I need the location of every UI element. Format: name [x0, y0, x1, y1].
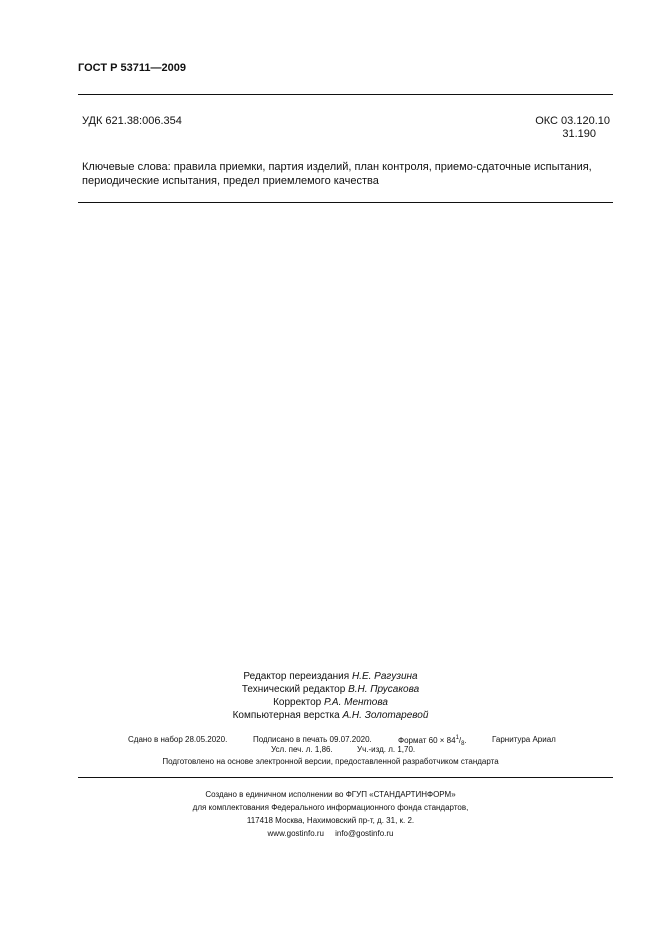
proofreader-name: Р.А. Ментова: [324, 697, 388, 708]
layout-name: А.Н. Золотаревой: [342, 710, 429, 721]
credit-editor: Редактор переиздания Н.Е. Рагузина: [243, 671, 418, 682]
divider-top: [78, 94, 613, 95]
keywords-line-1: Ключевые слова: правила приемки, партия изделий, план контроля, приемо-сдаточные испытания,: [82, 161, 592, 173]
keywords: [82, 160, 592, 188]
divider-bottom: [78, 777, 613, 778]
keywords-line-2: периодические испытания, предел приемлемого качества: [82, 175, 379, 187]
imprint-line-3: 117418 Москва, Нахимовский пр-т, д. 31, к. 2.: [246, 816, 415, 825]
imprint-line-2: для комплектования Федерального информационного фонда стандартов,: [192, 803, 469, 812]
imprint-line-1: Создано в единичном исполнении во ФГУП «СТАНДАРТИНФОРМ»: [205, 790, 456, 799]
imprint-block: [0, 788, 661, 840]
website-link[interactable]: www.gostinfo.ru: [267, 829, 324, 838]
publish-sheets: Уч.-изд. л. 1,70.: [357, 745, 416, 754]
oks-code-2: 31.190: [562, 128, 596, 140]
credit-layout: Компьютерная верстка А.Н. Золотаревой: [232, 710, 429, 721]
prepared-note: Подготовлено на основе электронной версии, предоставленной разработчиком стандарта: [162, 757, 499, 766]
divider-keywords: [78, 202, 613, 203]
oks-code-1: ОКС 03.120.10: [535, 115, 610, 127]
credit-proofreader: Корректор Р.А. Ментова: [273, 697, 388, 708]
format: Формат $60 \times 84^1/_8$.: [398, 735, 467, 747]
imprint-contacts: [0, 827, 661, 840]
signed-to-print: Подписано в печать 09.07.2020.: [253, 735, 372, 744]
credit-tech-editor: Технический редактор В.Н. Прусакова: [241, 684, 420, 695]
udk-code: УДК 621.38:006.354: [82, 115, 182, 127]
sent-to-set: Сдано в набор 28.05.2020.: [128, 735, 228, 744]
print-sheets: Усл. печ. л. 1,86.: [271, 745, 333, 754]
tech-editor-name: В.Н. Прусакова: [348, 684, 420, 695]
credits-block: [0, 670, 661, 722]
email-link[interactable]: info@gostinfo.ru: [335, 829, 394, 838]
typeface: Гарнитура Ариал: [492, 735, 556, 744]
editor-name: Н.Е. Рагузина: [351, 671, 418, 682]
standard-code: ГОСТ Р 53711—2009: [78, 62, 186, 74]
